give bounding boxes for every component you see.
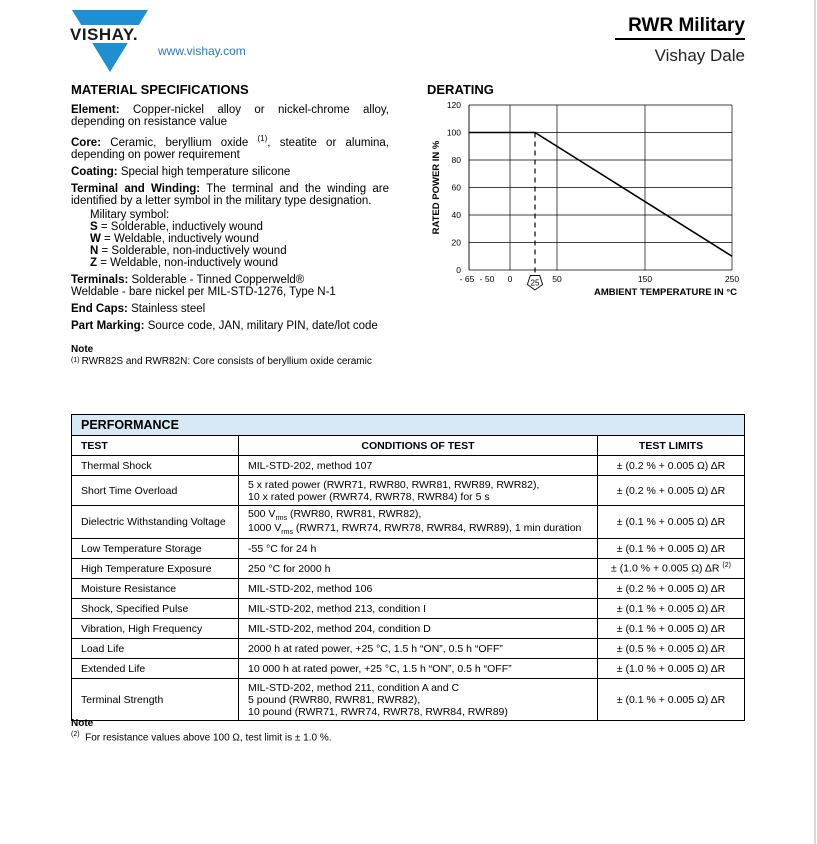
table-row bbox=[72, 679, 745, 721]
spec-part-marking: Part Marking: Source code, JAN, military PIN, date/lot code bbox=[71, 319, 378, 332]
derating-curve bbox=[469, 133, 732, 257]
x-tick-label: 0 bbox=[507, 274, 513, 284]
symbol-item: S = Solderable, inductively wound bbox=[90, 220, 263, 233]
derating-chart bbox=[427, 98, 747, 303]
test-name: Extended Life bbox=[72, 659, 239, 679]
test-limit: ± (0.1 % + 0.005 Ω) ΔR bbox=[598, 619, 745, 639]
x-tick-label: 50 bbox=[552, 274, 562, 284]
y-tick-label: 100 bbox=[446, 127, 461, 138]
x-tick-label: 150 bbox=[637, 274, 653, 284]
spec-end-caps: End Caps: Stainless steel bbox=[71, 302, 206, 315]
table-row bbox=[72, 619, 745, 639]
test-conditions: MIL-STD-202, method 106 bbox=[239, 579, 598, 599]
column-header-conditions: CONDITIONS OF TEST bbox=[239, 436, 598, 456]
y-tick-label: 120 bbox=[446, 100, 461, 110]
y-tick-label: 0 bbox=[456, 265, 461, 275]
table-row bbox=[72, 539, 745, 559]
spec-terminals: Terminals: Solderable - Tinned Copperweld® Weldable - bare nickel per MIL-STD-1276, Type N-1 bbox=[71, 273, 336, 298]
test-conditions: MIL-STD-202, method 211, condition A and C 5 pound (RWR80, RWR81, RWR82), 10 pound (RWR71, RWR74, RWR78, RWR84, RWR89) bbox=[239, 679, 598, 721]
page-edge bbox=[814, 0, 816, 844]
column-header-test: TEST bbox=[72, 436, 239, 456]
test-limit: ± (1.0 % + 0.005 Ω) ΔR bbox=[598, 659, 745, 679]
test-conditions: 250 °C for 2000 h bbox=[239, 559, 598, 579]
test-conditions: 500 $V_{rms}$ (RWR80, RWR81, RWR82), 1000 $V_{rms}$ (RWR71, RWR74, RWR78, RWR84, RWR89), 1 min duration bbox=[239, 506, 598, 539]
test-conditions: -55 °C for 24 h bbox=[239, 539, 598, 559]
test-conditions: 2000 h at rated power, +25 °C, 1.5 h “ON”, 0.5 h “OFF” bbox=[239, 639, 598, 659]
website-link[interactable]: www.vishay.com bbox=[158, 44, 246, 58]
symbol-item: N = Solderable, non-inductively wound bbox=[90, 244, 287, 257]
x-tick-label: 250 bbox=[724, 274, 740, 284]
military-symbols bbox=[90, 209, 389, 269]
table-row bbox=[72, 476, 745, 506]
table-row bbox=[72, 559, 745, 579]
test-name: Dielectric Withstanding Voltage bbox=[72, 506, 239, 539]
y-axis-title: RATED POWER IN % bbox=[431, 140, 442, 235]
temperature-marker-label: 25 bbox=[530, 278, 540, 288]
symbol-item: W = Weldable, inductively wound bbox=[90, 232, 259, 245]
test-limit: ± (0.1 % + 0.005 Ω) ΔR bbox=[598, 506, 745, 539]
performance-note: Note $^{(2)}$ For resistance values above 100 Ω, test limit is ± 1.0 %. bbox=[71, 718, 332, 744]
logo-text: VISHAY. bbox=[70, 25, 139, 44]
spec-element: Element: Copper-nickel alloy or nickel-chrome alloy, depending on resistance value bbox=[71, 104, 389, 128]
performance-title: PERFORMANCE bbox=[72, 415, 745, 436]
table-row bbox=[72, 456, 745, 476]
test-conditions: MIL-STD-202, method 107 bbox=[239, 456, 598, 476]
table-row bbox=[72, 639, 745, 659]
x-tick-label: - 50 bbox=[479, 274, 495, 284]
y-tick-label: 80 bbox=[451, 155, 461, 165]
symbol-item: Z = Weldable, non-inductively wound bbox=[90, 256, 279, 269]
x-axis-title: AMBIENT TEMPERATURE IN °C bbox=[594, 287, 737, 298]
test-limit: ± (0.2 % + 0.005 Ω) ΔR bbox=[598, 476, 745, 506]
y-tick-label: 60 bbox=[451, 182, 461, 193]
test-limit: ± (0.1 % + 0.005 Ω) ΔR bbox=[598, 599, 745, 619]
spec-coating: Coating: Special high temperature silicone bbox=[71, 165, 291, 178]
test-name: Thermal Shock bbox=[72, 456, 239, 476]
test-limit: ± (0.2 % + 0.005 Ω) ΔR bbox=[598, 579, 745, 599]
table-row bbox=[72, 599, 745, 619]
table-row bbox=[72, 579, 745, 599]
spec-terminal-winding: Terminal and Winding: The terminal and the winding are identified by a letter symbol in the military type designation. bbox=[71, 182, 389, 207]
material-note: Note (1) RWR82S and RWR82N: Core consists of beryllium oxide ceramic bbox=[71, 343, 372, 367]
test-name: Short Time Overload bbox=[72, 476, 239, 506]
test-limit: ± (1.0 % + 0.005 Ω) ΔR $^{(2)}$ bbox=[598, 559, 745, 579]
test-conditions: MIL-STD-202, method 204, condition D bbox=[239, 619, 598, 639]
y-tick-label: 40 bbox=[451, 210, 461, 220]
table-row bbox=[72, 659, 745, 679]
test-name: Load Life bbox=[72, 639, 239, 659]
test-name: Moisture Resistance bbox=[72, 579, 239, 599]
column-header-limits: TEST LIMITS bbox=[598, 436, 745, 456]
derating-heading: DERATING bbox=[427, 82, 494, 97]
test-limit: ± (0.2 % + 0.005 Ω) ΔR bbox=[598, 456, 745, 476]
page-title: RWR Military bbox=[628, 15, 745, 36]
y-tick-label: 20 bbox=[451, 237, 461, 248]
test-limit: ± (0.1 % + 0.005 Ω) ΔR bbox=[598, 679, 745, 721]
spec-core: Core: Ceramic, beryllium oxide $^{(1)}$, steatite or alumina, depending on power requirement bbox=[71, 134, 389, 161]
test-limit: ± (0.1 % + 0.005 Ω) ΔR bbox=[598, 539, 745, 559]
test-name: Terminal Strength bbox=[72, 679, 239, 721]
x-tick-label: - 65 bbox=[459, 274, 475, 284]
material-specs bbox=[71, 104, 389, 368]
performance-table bbox=[71, 414, 745, 721]
test-limit: ± (0.5 % + 0.005 Ω) ΔR bbox=[598, 639, 745, 659]
page-subtitle: Vishay Dale bbox=[654, 46, 745, 65]
test-name: Vibration, High Frequency bbox=[72, 619, 239, 639]
test-conditions: 10 000 h at rated power, +25 °C, 1.5 h “ON”, 0.5 h “OFF” bbox=[239, 659, 598, 679]
test-name: Low Temperature Storage bbox=[72, 539, 239, 559]
table-row bbox=[72, 506, 745, 539]
military-symbol-title: Military symbol: bbox=[90, 208, 170, 221]
material-heading: MATERIAL SPECIFICATIONS bbox=[71, 82, 249, 97]
test-conditions: MIL-STD-202, method 213, condition I bbox=[239, 599, 598, 619]
title-divider bbox=[615, 38, 745, 40]
test-name: Shock, Specified Pulse bbox=[72, 599, 239, 619]
test-name: High Temperature Exposure bbox=[72, 559, 239, 579]
test-conditions: 5 x rated power (RWR71, RWR80, RWR81, RWR89, RWR82), 10 x rated power (RWR74, RWR78, RWR84) for 5 s bbox=[239, 476, 598, 506]
